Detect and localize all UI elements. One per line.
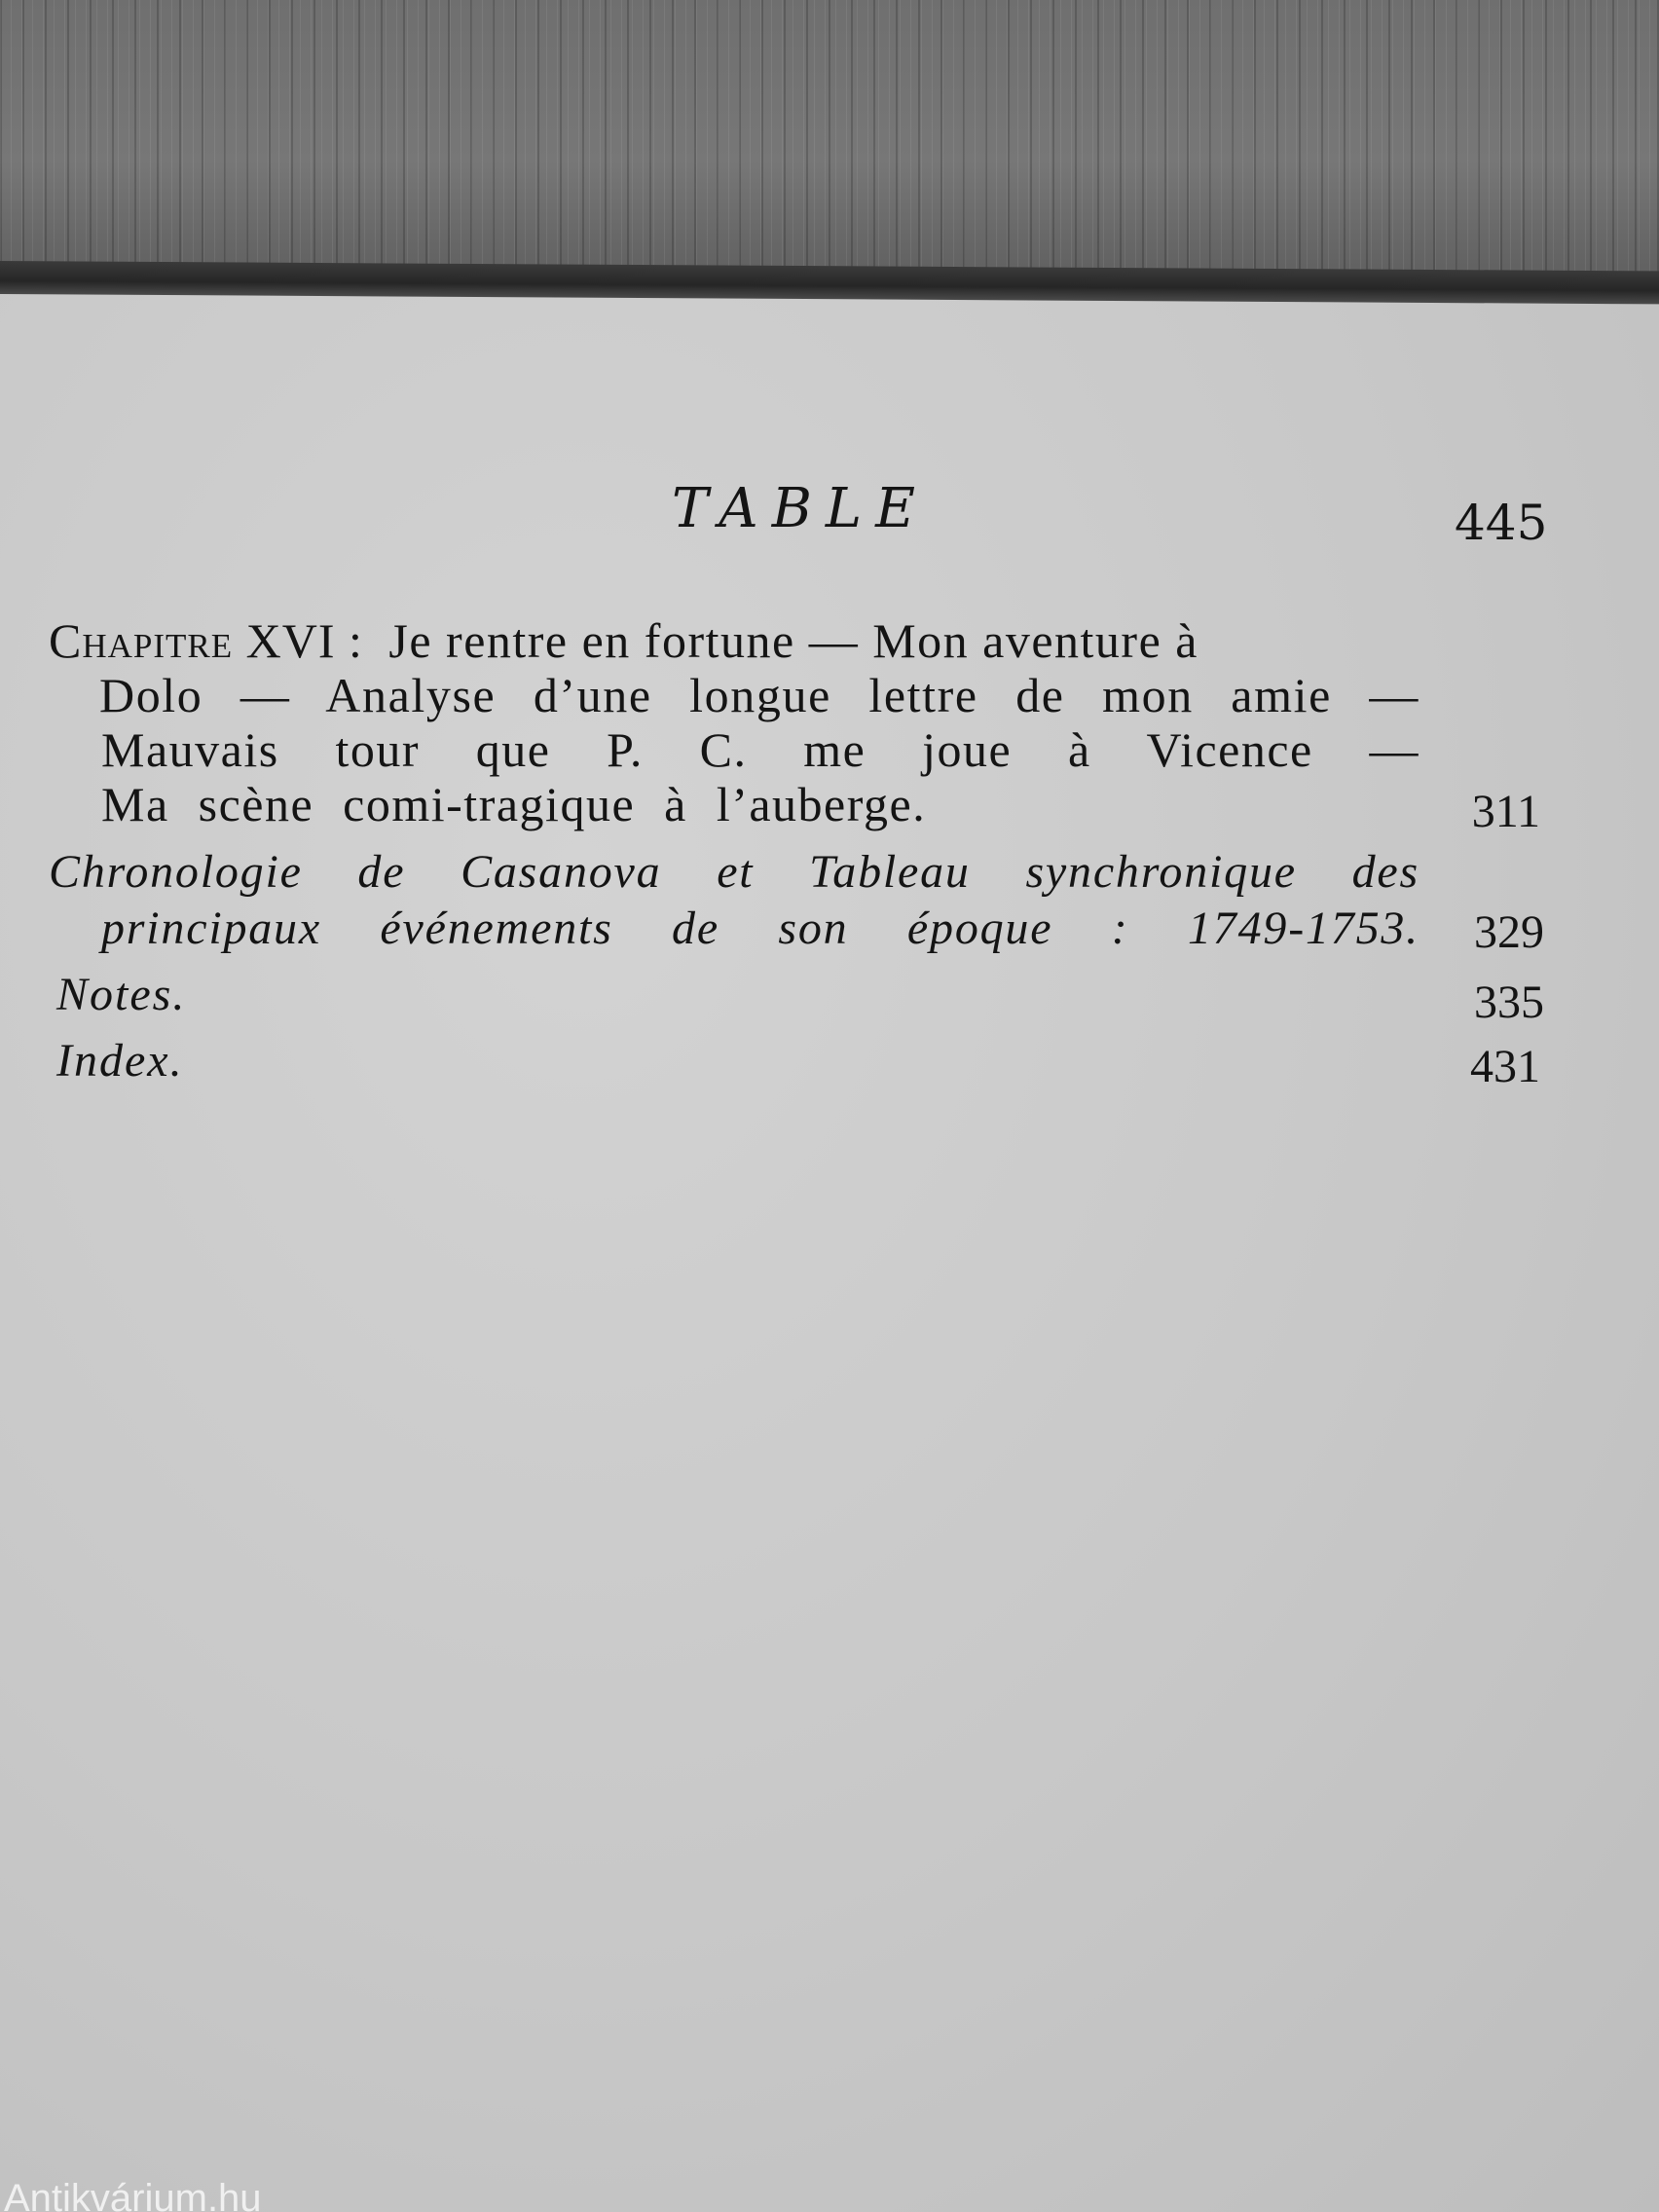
toc-page-number: 329 — [1474, 906, 1544, 958]
toc-line: Chronologie de Casanova et Tableau synchronique des — [49, 846, 1419, 898]
toc-line: Ma scène comi-tragique à l’auberge. — [101, 777, 927, 831]
page-title: TABLE — [672, 477, 929, 540]
toc-page-number: 311 — [1471, 786, 1540, 837]
toc-line: Dolo — Analyse d’une longue lettre de mon amie — — [99, 668, 1419, 722]
book-page — [0, 290, 1659, 2212]
chapter-label: Chapitre XVI : — [49, 613, 363, 668]
toc-line: Index. — [56, 1035, 184, 1087]
toc-line: principaux événements de son époque : 1749-1753. — [101, 903, 1419, 954]
watermark: Antikvárium.hu — [4, 2177, 262, 2212]
page-number: 445 — [1455, 495, 1548, 551]
toc-line: Je rentre en fortune — Mon aventure à — [388, 613, 1198, 668]
toc-line: Notes. — [56, 969, 187, 1020]
toc-page-number: 431 — [1470, 1041, 1540, 1092]
toc-line: Mauvais tour que P. C. me joue à Vicence — — [101, 722, 1419, 777]
background-fabric — [0, 0, 1659, 292]
toc-entry-chapter-xvi — [49, 613, 1198, 668]
toc-page-number: 335 — [1474, 977, 1544, 1028]
